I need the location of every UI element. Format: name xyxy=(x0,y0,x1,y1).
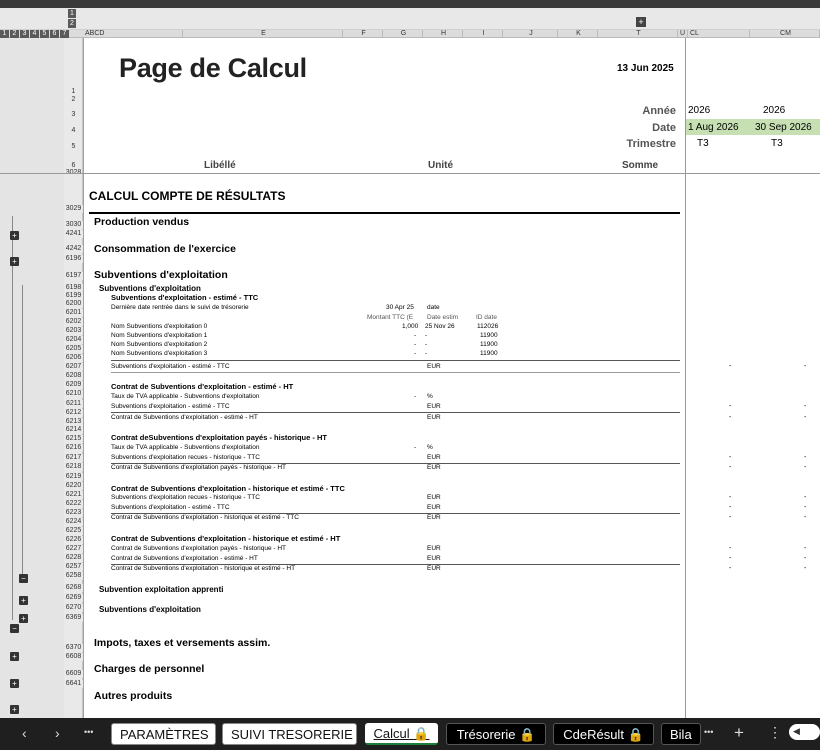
row-number[interactable]: 3030 xyxy=(65,221,82,228)
row-number[interactable]: 6210 xyxy=(65,390,82,397)
row-number[interactable]: 6215 xyxy=(65,435,82,442)
row-number[interactable]: 6219 xyxy=(65,473,82,480)
item-name: Nom Subventions d'exploitation 0 xyxy=(111,323,208,330)
row-outline-level-5[interactable]: 5 xyxy=(40,30,49,38)
row-number[interactable]: 4242 xyxy=(65,245,82,252)
item-name: Nom Subventions d'exploitation 2 xyxy=(111,341,208,348)
line-label: Taux de TVA applicable - Subventions d'exploitation xyxy=(111,393,260,400)
item-montant[interactable]: 1,000 xyxy=(402,323,419,330)
row-number[interactable]: 6201 xyxy=(65,309,82,316)
cl-value[interactable]: - xyxy=(729,464,732,471)
cl-value[interactable]: - xyxy=(729,454,732,461)
row-number[interactable]: 6227 xyxy=(65,545,82,552)
tab-cderesult-label: CdeRésult xyxy=(563,727,624,742)
sheet-tab-bar xyxy=(0,718,820,750)
item-id[interactable]: 11900 xyxy=(480,332,498,339)
row-number[interactable]: 6208 xyxy=(65,372,82,379)
expand-row-group-icon[interactable]: + xyxy=(19,614,28,623)
row-number[interactable]: 6211 xyxy=(65,400,82,407)
tab-bilan[interactable]: Bila xyxy=(661,723,701,745)
cm-value[interactable]: - xyxy=(804,494,807,501)
row-number[interactable]: 6224 xyxy=(65,518,82,525)
expand-row-group-icon[interactable]: + xyxy=(10,231,19,240)
group-impots[interactable]: Impots, taxes et versements assim. xyxy=(94,637,271,649)
tab-tresorerie[interactable] xyxy=(446,723,546,745)
tva-value[interactable]: - xyxy=(414,393,417,400)
unit-cell: EUR xyxy=(427,504,441,511)
row-number[interactable]: 6228 xyxy=(65,554,82,561)
subgroup-subventions: Subventions d'exploitation xyxy=(99,284,201,293)
section-underline xyxy=(89,212,680,214)
subgroup-apprenti[interactable]: Subvention exploitation apprenti xyxy=(99,585,224,594)
cl-trimestre-cell[interactable]: T3 xyxy=(697,138,709,149)
lock-icon: 🔒 xyxy=(627,727,644,742)
cm-value[interactable]: - xyxy=(804,514,807,521)
cm-trimestre-cell[interactable]: T3 xyxy=(771,138,783,149)
col-header-k[interactable]: K xyxy=(558,30,598,38)
line-label: Subventions d'exploitation - estimé - TTC xyxy=(111,504,230,511)
cl-value[interactable]: - xyxy=(729,545,732,552)
unite-column-title: Unité xyxy=(428,160,453,171)
annee-label: Année xyxy=(642,105,676,117)
row-number[interactable]: 2 xyxy=(71,96,76,103)
row-number[interactable]: 6 xyxy=(71,162,76,169)
tab-parametres[interactable]: PARAMÈTRES xyxy=(111,723,216,745)
row-number[interactable]: 6226 xyxy=(65,536,82,543)
row-number[interactable]: 6207 xyxy=(65,363,82,370)
line-label: Subventions d'exploitation recues - historique - TTC xyxy=(111,494,260,501)
item-date[interactable]: - xyxy=(425,332,428,339)
row-number[interactable]: 6200 xyxy=(65,300,82,307)
col-header-f[interactable]: F xyxy=(343,30,383,38)
subgroup-subventions-2[interactable]: Subventions d'exploitation xyxy=(99,605,201,614)
line-label: Subventions d'exploitation - estimé - TTC xyxy=(111,363,230,370)
line-label: Subventions d'exploitation recues - historique - TTC xyxy=(111,454,260,461)
line-label: Contrat de Subventions d'exploitation payés - historique - HT xyxy=(111,545,287,552)
row-outline-level-6[interactable]: 6 xyxy=(50,30,59,38)
unit-cell: EUR xyxy=(427,545,441,552)
prev-sheet-icon[interactable]: ‹ xyxy=(22,725,27,741)
item-name: Nom Subventions d'exploitation 1 xyxy=(111,332,208,339)
cl-value[interactable]: - xyxy=(729,403,732,410)
cm-value[interactable]: - xyxy=(804,565,807,572)
cm-value[interactable]: - xyxy=(804,504,807,511)
line-label: Taux de TVA applicable - Subventions d'exploitation xyxy=(111,444,260,451)
col-header-h[interactable]: H xyxy=(423,30,463,38)
block-title: Contrat de Subventions d'exploitation - historique et estimé - TTC xyxy=(111,484,345,493)
date-unit: date xyxy=(427,304,440,311)
unit-cell: EUR xyxy=(427,555,441,562)
row-number[interactable]: 6257 xyxy=(65,563,82,570)
line-label: Contrat de Subventions d'exploitation - estimé - HT xyxy=(111,555,258,562)
row-number[interactable]: 6270 xyxy=(65,604,82,611)
item-date[interactable]: - xyxy=(425,350,428,357)
row-divider xyxy=(111,360,680,361)
row-number[interactable]: 5 xyxy=(71,143,76,150)
block-title: Contrat deSubventions d'exploitation payés - historique - HT xyxy=(111,433,327,442)
col-header-u[interactable]: U xyxy=(678,30,688,38)
montant-header: Montant TTC (E xyxy=(367,314,414,321)
tab-suivi-tresorerie[interactable]: SUIVI TRESORERIE xyxy=(222,723,357,745)
row-divider xyxy=(111,372,680,373)
row-number[interactable]: 1 xyxy=(71,88,76,95)
lock-icon: 🔒 xyxy=(413,726,430,741)
libelle-column-title: Libéllé xyxy=(204,160,236,171)
row-outline-level-3[interactable]: 3 xyxy=(20,30,29,38)
tab-calcul[interactable] xyxy=(365,723,438,745)
unit-cell: % xyxy=(427,444,433,451)
expand-row-group-icon[interactable]: + xyxy=(10,652,19,661)
cm-value[interactable]: - xyxy=(804,403,807,410)
row-number[interactable]: 6217 xyxy=(65,454,82,461)
expand-row-group-icon[interactable]: + xyxy=(10,705,19,714)
cl-value[interactable]: - xyxy=(729,565,732,572)
row-number[interactable]: 6216 xyxy=(65,444,82,451)
cm-value[interactable]: - xyxy=(804,363,807,370)
cm-value[interactable]: - xyxy=(804,414,807,421)
last-date-value[interactable]: 30 Apr 25 xyxy=(386,304,414,311)
group-production[interactable]: Production vendus xyxy=(94,216,190,228)
selected-column-border xyxy=(83,38,84,718)
tab-calcul-label: Calcul xyxy=(373,726,410,741)
row-outline-level-2[interactable]: 2 xyxy=(10,30,19,38)
report-date: 13 Jun 2025 xyxy=(617,63,674,74)
id-date-header: ID date xyxy=(476,314,497,321)
row-number[interactable]: 6608 xyxy=(65,653,82,660)
date-label: Date xyxy=(652,122,676,134)
unit-cell: EUR xyxy=(427,464,441,471)
col-header-i[interactable]: I xyxy=(463,30,503,38)
unit-cell: EUR xyxy=(427,565,441,572)
row-number[interactable]: 6268 xyxy=(65,584,82,591)
block-title: Subventions d'exploitation - estimé - TTC xyxy=(111,293,259,302)
row-number[interactable]: 6220 xyxy=(65,482,82,489)
line-label: Contrat de Subventions d'exploitation payés - historique - HT xyxy=(111,464,287,471)
trimestre-label: Trimestre xyxy=(626,138,676,150)
next-sheet-icon[interactable]: › xyxy=(55,725,60,741)
row-number[interactable]: 6641 xyxy=(65,680,82,687)
row-number[interactable]: 6225 xyxy=(65,527,82,534)
row-number[interactable]: 6222 xyxy=(65,500,82,507)
row-outline-level-1[interactable]: 1 xyxy=(0,30,9,38)
somme-column-title: Somme xyxy=(622,160,659,171)
tva-value[interactable]: - xyxy=(414,444,417,451)
column-header-row xyxy=(0,30,820,38)
row-number[interactable]: 6197 xyxy=(65,272,82,279)
cm-value[interactable]: - xyxy=(804,545,807,552)
unit-cell: EUR xyxy=(427,514,441,521)
col-header-j[interactable]: J xyxy=(503,30,558,38)
freeze-pane-vertical xyxy=(685,38,686,718)
row-number[interactable]: 6258 xyxy=(65,572,82,579)
group-subventions[interactable]: Subventions d'exploitation xyxy=(94,269,228,281)
cl-annee-cell[interactable]: 2026 xyxy=(688,105,711,116)
expand-row-group-icon[interactable]: + xyxy=(10,679,19,688)
row-number[interactable]: 6214 xyxy=(65,426,82,433)
block-title: Contrat de Subventions d'exploitation - historique et estimé - HT xyxy=(111,534,341,543)
row-number[interactable]: 6212 xyxy=(65,409,82,416)
cm-value[interactable]: - xyxy=(804,454,807,461)
line-label: Subventions d'exploitation - estimé - TTC xyxy=(111,403,230,410)
unit-cell: EUR xyxy=(427,363,441,370)
add-sheet-icon[interactable]: + xyxy=(734,723,744,742)
collapse-row-group-icon[interactable]: − xyxy=(10,624,19,633)
row-number[interactable]: 6370 xyxy=(65,644,82,651)
row-outline-level-7[interactable]: 7 xyxy=(60,30,69,38)
col-header-cm[interactable]: CM xyxy=(750,30,820,38)
item-id[interactable]: 11900 xyxy=(480,350,498,357)
line-label: Contrat de Subventions d'exploitation - historique et estimé - TTC xyxy=(111,514,299,521)
item-montant[interactable]: - xyxy=(414,350,417,357)
cl-value[interactable]: - xyxy=(729,414,732,421)
scroll-left-icon[interactable]: ◀ xyxy=(793,726,800,736)
row-number[interactable]: 4241 xyxy=(65,230,82,237)
cl-date-cell[interactable]: 1 Aug 2026 xyxy=(688,122,739,133)
col-header-cl[interactable]: CL xyxy=(688,30,750,38)
row-number[interactable]: 6223 xyxy=(65,509,82,516)
cl-value[interactable]: - xyxy=(729,363,732,370)
line-label: Contrat de Subventions d'exploitation - historique et estimé - HT xyxy=(111,565,296,572)
page-title: Page de Calcul xyxy=(119,53,307,83)
cm-value[interactable]: - xyxy=(804,464,807,471)
unit-cell: EUR xyxy=(427,454,441,461)
row-number[interactable]: 4 xyxy=(71,127,76,134)
column-outline-bar xyxy=(0,8,820,30)
expand-column-group-icon[interactable]: + xyxy=(636,17,646,27)
window-top-strip xyxy=(0,0,820,8)
item-montant[interactable]: - xyxy=(414,332,417,339)
row-number[interactable]: 6206 xyxy=(65,354,82,361)
unit-cell: EUR xyxy=(427,494,441,501)
col-header-g[interactable]: G xyxy=(383,30,423,38)
cm-annee-cell[interactable]: 2026 xyxy=(763,105,786,116)
row-number[interactable]: 6203 xyxy=(65,327,82,334)
col-outline-level-2[interactable]: 2 xyxy=(68,19,76,28)
row-number[interactable]: 6221 xyxy=(65,491,82,498)
row-number[interactable]: 6269 xyxy=(65,594,82,601)
unit-cell: EUR xyxy=(427,403,441,410)
col-header-t[interactable]: T xyxy=(598,30,678,38)
freeze-pane-horizontal xyxy=(0,173,820,174)
row-number[interactable]: 6205 xyxy=(65,345,82,352)
sheet-menu-icon[interactable]: ⋮ xyxy=(768,724,782,740)
row-number[interactable]: 6209 xyxy=(65,381,82,388)
date-estim-header: Date estim xyxy=(427,314,459,321)
group-charges[interactable]: Charges de personnel xyxy=(94,663,205,675)
item-montant[interactable]: - xyxy=(414,341,417,348)
outline-line xyxy=(22,285,23,575)
col-outline-level-1[interactable]: 1 xyxy=(68,9,76,18)
block-title: Contrat de Subventions d'exploitation - estimé - HT xyxy=(111,382,294,391)
group-consommation[interactable]: Consommation de l'exercice xyxy=(94,243,236,255)
section-title: CALCUL COMPTE DE RÉSULTATS xyxy=(89,189,286,203)
row-number[interactable]: 3029 xyxy=(65,205,82,212)
item-date[interactable]: 25 Nov 26 xyxy=(425,323,455,330)
item-date[interactable]: - xyxy=(425,341,428,348)
collapse-row-group-icon[interactable]: − xyxy=(19,574,28,583)
row-outline-levels xyxy=(0,30,70,38)
expand-row-group-icon[interactable]: + xyxy=(19,596,28,605)
col-header-abcd[interactable]: ABCD xyxy=(83,30,183,38)
row-number[interactable]: 6218 xyxy=(65,463,82,470)
unit-cell: EUR xyxy=(427,414,441,421)
item-name: Nom Subventions d'exploitation 3 xyxy=(111,350,208,357)
row-number[interactable]: 6202 xyxy=(65,318,82,325)
more-sheets-icon[interactable]: ••• xyxy=(84,727,94,737)
row-number[interactable]: 6609 xyxy=(65,670,82,677)
tab-cderesult[interactable] xyxy=(553,723,654,745)
line-label: Contrat de Subventions d'exploitation - estimé - HT xyxy=(111,414,258,421)
horizontal-scrollbar[interactable] xyxy=(789,724,820,740)
row-number[interactable]: 6198 xyxy=(65,284,82,291)
lock-icon: 🔒 xyxy=(519,727,536,742)
cl-value[interactable]: - xyxy=(729,555,732,562)
row-number[interactable]: 6199 xyxy=(65,292,82,299)
unit-cell: % xyxy=(427,393,433,400)
item-id[interactable]: 11900 xyxy=(480,341,498,348)
cl-value[interactable]: - xyxy=(729,514,732,521)
tab-tresorerie-label: Trésorerie xyxy=(456,727,516,742)
row-number[interactable]: 6369 xyxy=(65,614,82,621)
line-label: Dernière date rentrée dans le suivi de trésorerie xyxy=(111,304,249,311)
row-outline-level-4[interactable]: 4 xyxy=(30,30,39,38)
col-header-e[interactable]: E xyxy=(183,30,343,38)
cm-value[interactable]: - xyxy=(804,555,807,562)
cm-date-cell[interactable]: 30 Sep 2026 xyxy=(755,122,812,133)
cl-value[interactable]: - xyxy=(729,504,732,511)
outline-line xyxy=(12,290,13,620)
expand-row-group-icon[interactable]: + xyxy=(10,257,19,266)
row-number[interactable]: 3 xyxy=(71,111,76,118)
group-autres-produits[interactable]: Autres produits xyxy=(94,690,173,702)
cl-value[interactable]: - xyxy=(729,494,732,501)
row-number[interactable]: 6213 xyxy=(65,418,82,425)
row-number[interactable]: 6196 xyxy=(65,255,82,262)
row-divider xyxy=(111,412,680,413)
more-tabs-icon[interactable]: ••• xyxy=(704,727,714,737)
item-id[interactable]: 112026 xyxy=(477,323,499,330)
row-number[interactable]: 6204 xyxy=(65,336,82,343)
